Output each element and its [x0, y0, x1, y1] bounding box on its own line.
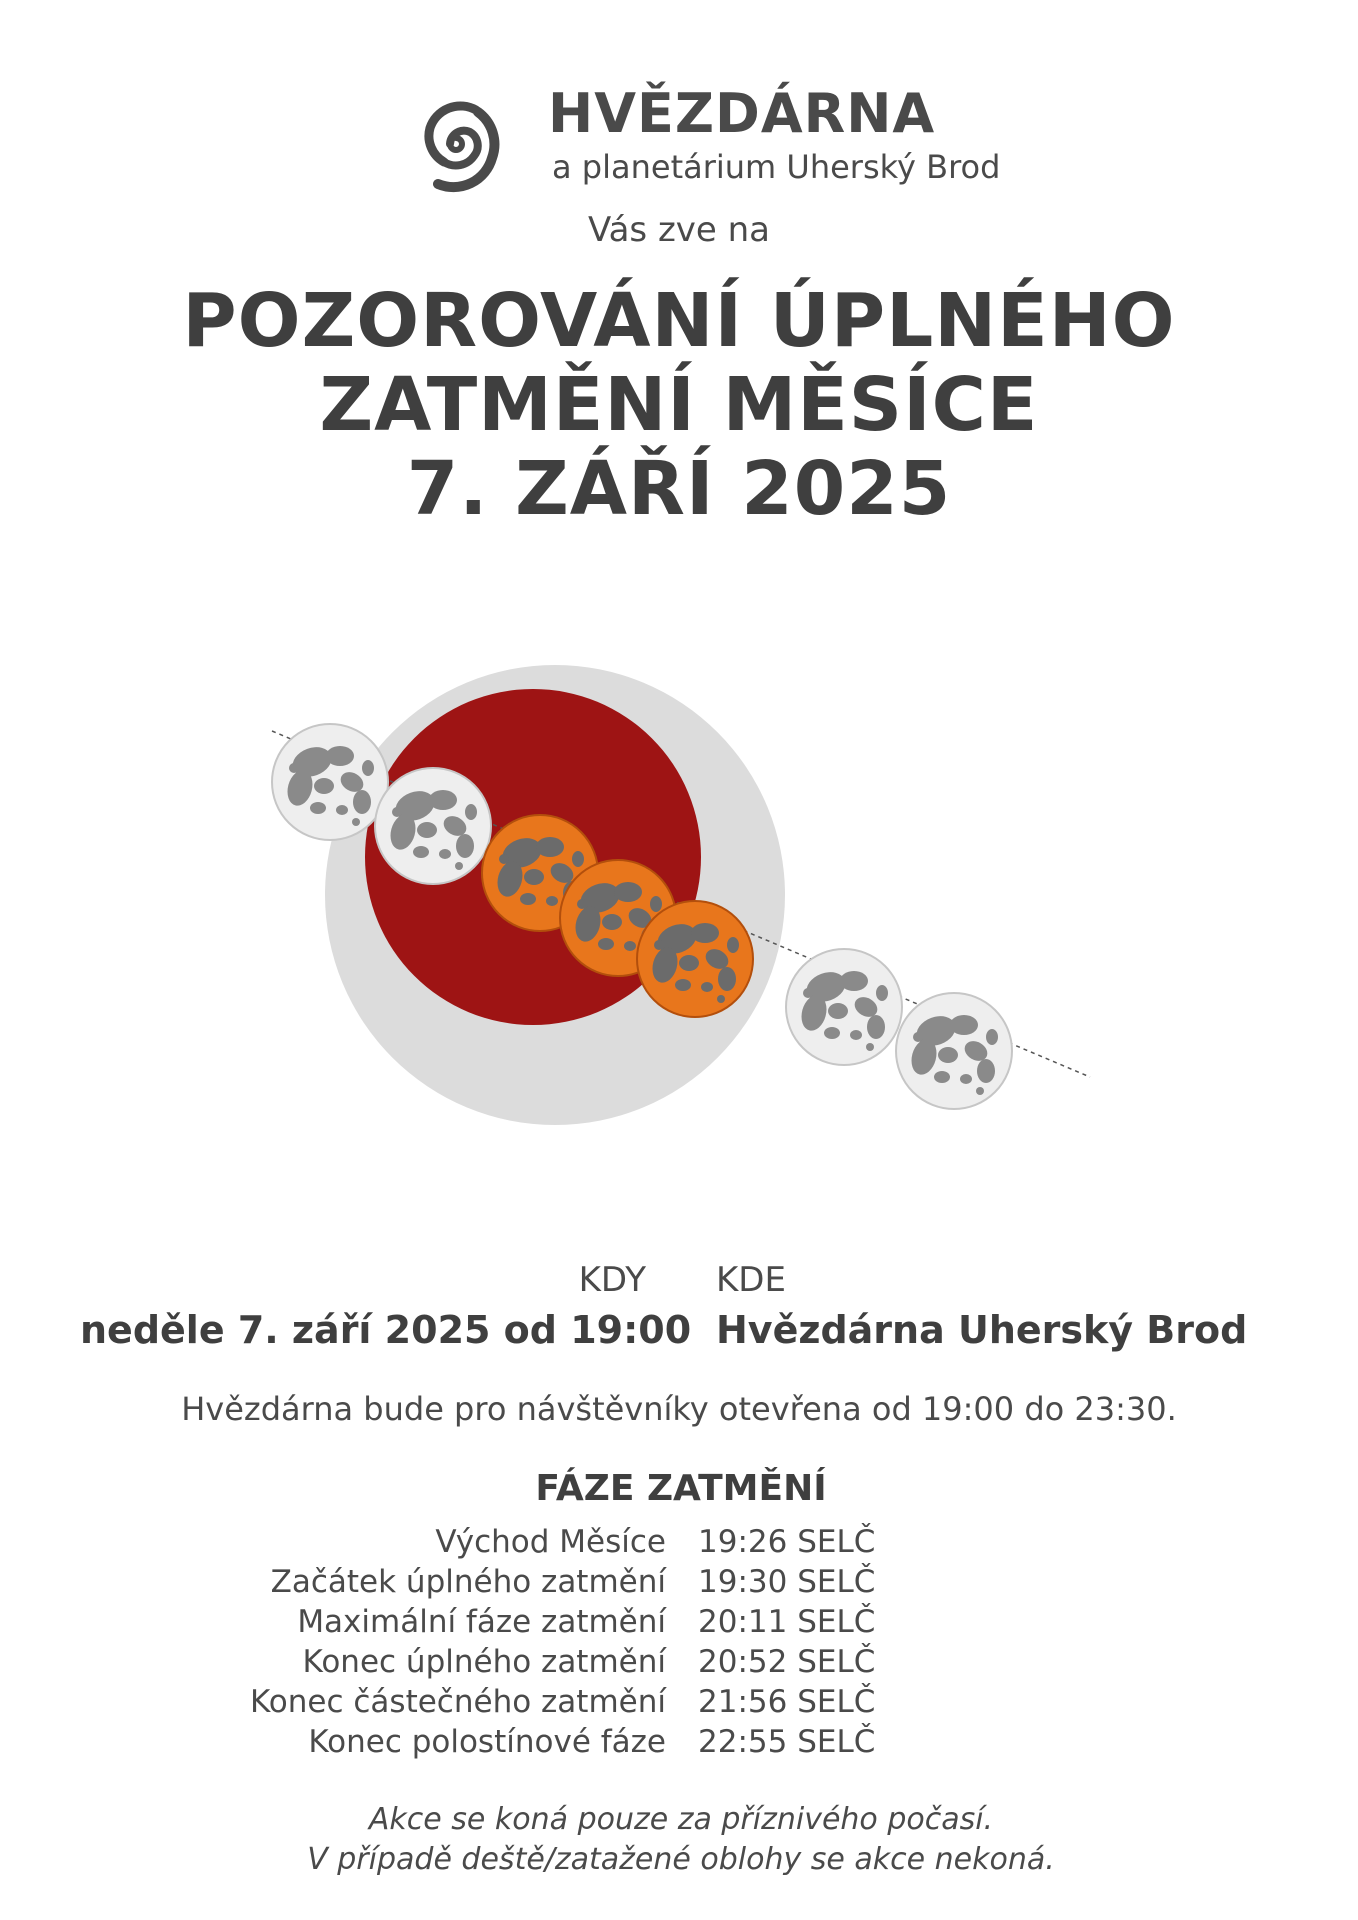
- when-label: KDY: [578, 1260, 646, 1300]
- phase-row: [0, 1724, 1358, 1764]
- weather-note-line-2: V případě deště/zatažené oblohy se akce nekoná.: [307, 1842, 1055, 1877]
- spiral-galaxy-icon: [406, 94, 506, 194]
- phase-name: Začátek úplného zatmění: [270, 1564, 666, 1600]
- phase-row: [0, 1644, 1358, 1684]
- weather-note-line-1: Akce se koná pouze za příznivého počasí.: [368, 1802, 994, 1837]
- page-title-line-3: 7. ZÁŘÍ 2025: [406, 446, 952, 532]
- phase-time: 20:52 SELČ: [698, 1644, 876, 1680]
- phase-row: [0, 1604, 1358, 1644]
- moon-phase-6: [786, 949, 902, 1065]
- moon-phase-7: [896, 993, 1012, 1109]
- eclipse-illustration: [250, 600, 1110, 1200]
- phase-row: [0, 1564, 1358, 1604]
- phase-name: Východ Měsíce: [435, 1524, 666, 1560]
- where-value: Hvězdárna Uherský Brod: [716, 1308, 1248, 1352]
- brand-name: HVĚZDÁRNA: [548, 82, 936, 145]
- phase-name: Konec úplného zatmění: [302, 1644, 666, 1680]
- phase-name: Konec částečného zatmění: [250, 1684, 666, 1720]
- opening-hours-note: Hvězdárna bude pro návštěvníky otevřena od 19:00 do 23:30.: [181, 1390, 1177, 1428]
- phase-time: 20:11 SELČ: [698, 1604, 876, 1640]
- phase-time: 19:26 SELČ: [698, 1524, 876, 1560]
- invite-text: Vás zve na: [587, 210, 771, 250]
- phase-name: Maximální fáze zatmění: [297, 1604, 666, 1640]
- phase-row: [0, 1524, 1358, 1564]
- moon-phase-2: [375, 768, 491, 884]
- page-title-line-1: POZOROVÁNÍ ÚPLNÉHO: [182, 278, 1176, 364]
- when-value: neděle 7. září 2025 od 19:00: [80, 1308, 692, 1352]
- moon-phase-5: [637, 901, 753, 1017]
- phases-title: FÁZE ZATMĚNÍ: [535, 1468, 827, 1509]
- phase-name: Konec polostínové fáze: [308, 1724, 666, 1760]
- moon-phase-1: [272, 724, 388, 840]
- where-label: KDE: [716, 1260, 786, 1300]
- phase-row: [0, 1684, 1358, 1724]
- brand-subtitle: a planetárium Uherský Brod: [552, 148, 1001, 186]
- page-title-line-2: ZATMĚNÍ MĚSÍCE: [319, 362, 1039, 448]
- phase-time: 22:55 SELČ: [698, 1724, 876, 1760]
- phase-time: 19:30 SELČ: [698, 1564, 876, 1600]
- phase-time: 21:56 SELČ: [698, 1684, 876, 1720]
